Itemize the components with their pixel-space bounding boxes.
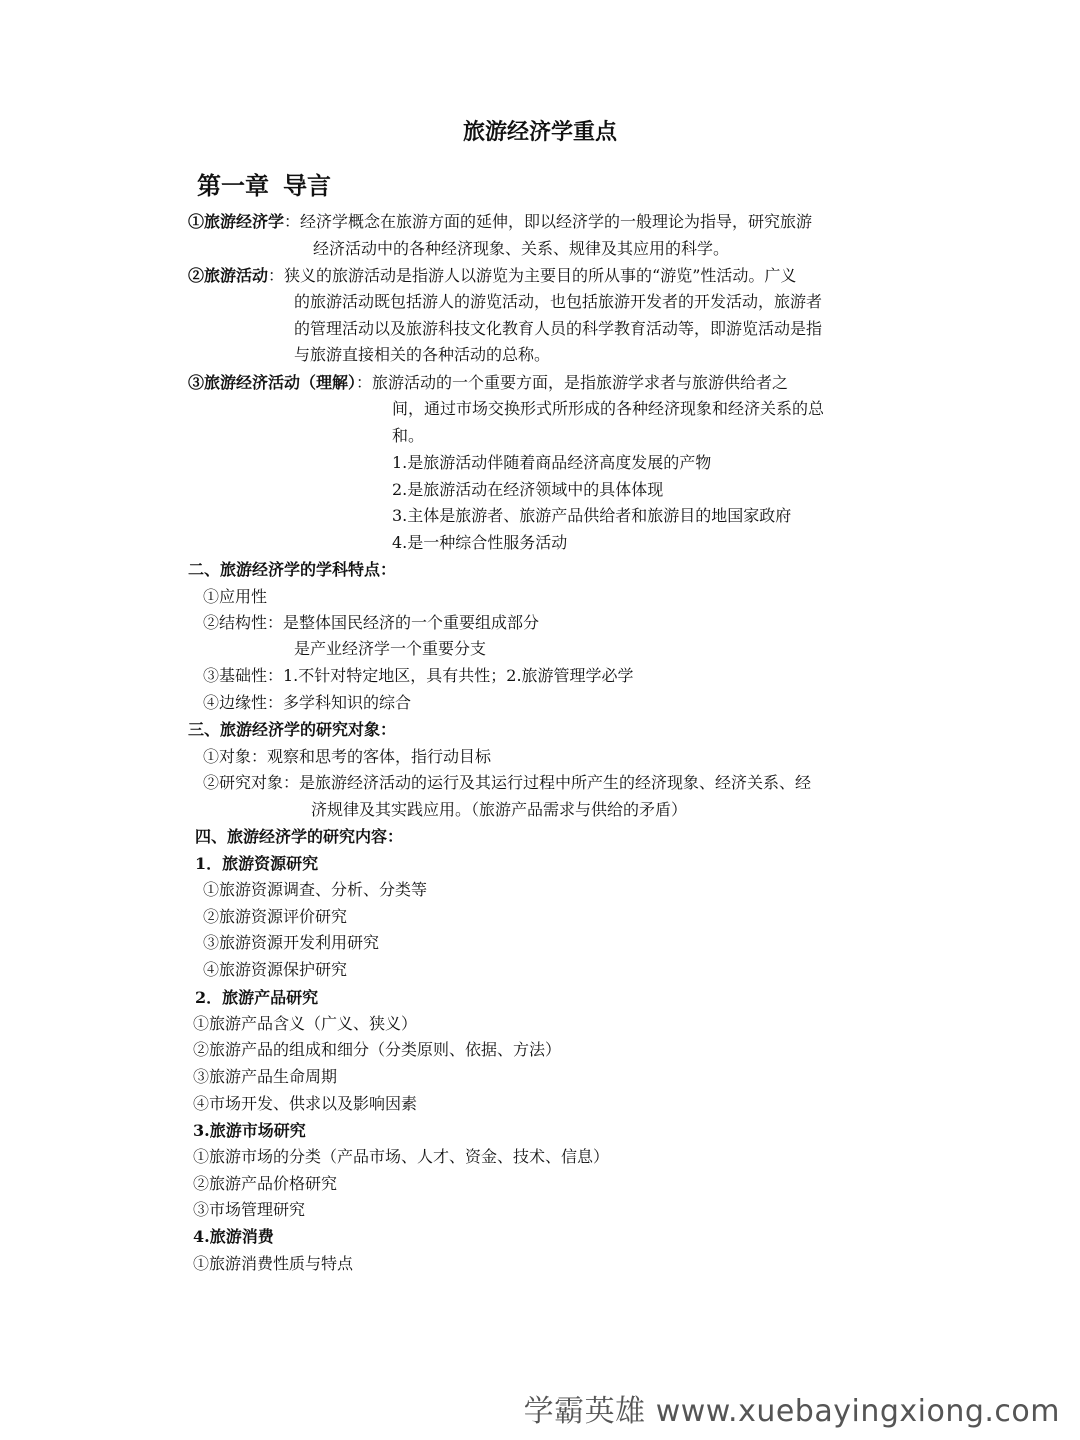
definition-text: 旅游活动的一个重要方面，是指旅游学求者与旅游供给者之 [372,373,789,392]
definition-text: 经济学概念在旅游方面的延伸，即以经济学的一般理论为指导，研究旅游 [300,212,813,231]
list-item: ④旅游资源保护研究 [203,960,348,979]
list-item: ②旅游产品的组成和细分（分类原则、依据、方法） [193,1040,562,1059]
list-item: ③旅游产品生命周期 [193,1067,338,1086]
list-item: ②旅游资源评价研究 [203,907,348,926]
definition-term: ③旅游经济活动（理解） [188,373,357,392]
definition-term: ②旅游活动 [188,266,269,285]
chapter-number: 第一章 [197,172,269,200]
section-heading: 四、旅游经济学的研究内容： [195,827,404,846]
list-item: ③旅游资源开发利用研究 [203,933,380,952]
list-item: ①对象：观察和思考的客体，指行动目标 [203,747,492,766]
definition-text: 和。 [392,426,425,445]
chapter-heading [197,166,345,201]
list-item: ④市场开发、供求以及影响因素 [193,1094,418,1113]
section-heading: 三、旅游经济学的研究对象： [188,720,397,739]
list-item: 2.是旅游活动在经济领域中的具体体现 [392,480,664,499]
list-item: ①应用性 [203,587,268,606]
list-item: ①旅游资源调查、分析、分类等 [203,880,428,899]
chapter-name: 导言 [283,172,331,200]
list-item: ①旅游消费性质与特点 [193,1254,354,1273]
list-item: ①旅游产品含义（广义、狭义） [193,1014,418,1033]
list-item: ②结构性：是整体国民经济的一个重要组成部分 [203,613,540,632]
definition-text: 的旅游活动既包括游人的游览活动，也包括旅游开发者的开发活动，旅游者 [294,292,823,311]
list-item: ②研究对象：是旅游经济活动的运行及其运行过程中所产生的经济现象、经济关系、经 [203,773,812,792]
document-title: 旅游经济学重点 [462,120,617,145]
definition-text: 经济活动中的各种经济现象、关系、规律及其应用的科学。 [313,239,730,258]
definition-term: ①旅游经济学 [188,212,285,231]
subsection-heading: 3.旅游市场研究 [193,1121,306,1140]
subsection-heading: 2．旅游产品研究 [195,988,319,1007]
list-item: ①旅游市场的分类（产品市场、人才、资金、技术、信息） [193,1147,610,1166]
list-item: 1.是旅游活动伴随着商品经济高度发展的产物 [392,453,712,472]
watermark: 学霸英雄 www.xuebayingxiong.com [523,1394,1060,1429]
definition-text: 与旅游直接相关的各种活动的总称。 [294,345,551,364]
list-item: 4.是一种综合性服务活动 [392,533,568,552]
section-heading: 二、旅游经济学的学科特点： [188,560,397,579]
definition-3: ③旅游经济活动（理解）：旅游活动的一个重要方面，是指旅游学求者与旅游供给者之 [188,373,789,392]
definition-text: 狭义的旅游活动是指游人以游览为主要目的所从事的“游览”性活动。广义 [284,266,797,285]
definition-2: ②旅游活动：狭义的旅游活动是指游人以游览为主要目的所从事的“游览”性活动。广义 [188,266,797,285]
list-item: ②旅游产品价格研究 [193,1174,338,1193]
list-item: ④边缘性：多学科知识的综合 [203,693,412,712]
list-item: 济规律及其实践应用。（旅游产品需求与供给的矛盾） [311,800,688,819]
definition-1: ①旅游经济学：经济学概念在旅游方面的延伸，即以经济学的一般理论为指导，研究旅游 [188,212,813,231]
subsection-heading: 1．旅游资源研究 [195,854,319,873]
subsection-heading: 4.旅游消费 [193,1227,274,1246]
definition-text: 间，通过市场交换形式所形成的各种经济现象和经济关系的总 [392,399,825,418]
list-item: ③基础性：1.不针对特定地区，具有共性；2.旅游管理学必学 [203,666,634,685]
list-item: ③市场管理研究 [193,1200,306,1219]
definition-text: 的管理活动以及旅游科技文化教育人员的科学教育活动等，即游览活动是指 [294,319,823,338]
list-item: 3.主体是旅游者、旅游产品供给者和旅游目的地国家政府 [392,506,792,525]
list-item: 是产业经济学一个重要分支 [294,639,487,658]
